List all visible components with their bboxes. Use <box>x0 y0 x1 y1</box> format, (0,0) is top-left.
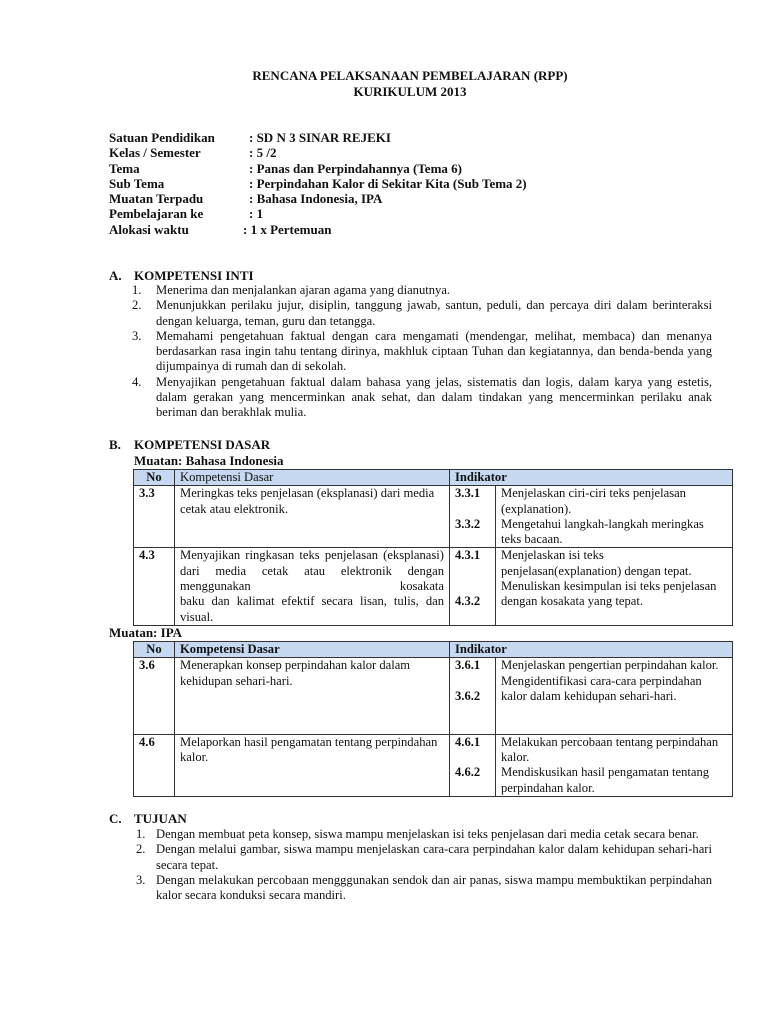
table-row <box>134 658 733 735</box>
identity-row <box>109 176 729 191</box>
identity-value: : 1 <box>249 206 264 222</box>
row-number: 4.3 <box>134 548 175 625</box>
row-number: 3.6 <box>134 658 175 735</box>
indicator-code: 4.6.2 <box>455 765 481 780</box>
table-row <box>134 486 733 548</box>
indicator-codes <box>450 548 496 625</box>
table-header-row <box>134 470 733 486</box>
identity-label: Alokasi waktu <box>109 221 189 237</box>
list-text: Menunjukkan perilaku jujur, disiplin, tanggung jawab, santun, peduli, dan percaya diri dalam berinteraksi dengan keluarga, teman, guru dan tetangga. <box>156 298 712 328</box>
indicator-code: 4.3.2 <box>455 593 481 608</box>
section-letter: C. <box>109 811 122 826</box>
column-header-no: No <box>134 470 175 486</box>
list-number: 2. <box>132 298 142 313</box>
list-item <box>132 375 712 421</box>
kompetensi-inti-list <box>132 283 712 421</box>
list-text: Memahami pengetahuan faktual dengan cara mengamati (mendengar, melihat, membaca) dan menanya berdasarkan rasa ingin tahu tentang dirinya, makhluk ciptaan Tuhan dan kegiatannya, dan benda-benda yang dijumpainya di rumah dan di sekolah. <box>156 328 712 374</box>
column-header-indikator: Indikator <box>450 470 733 486</box>
kd-table-ipa <box>133 641 733 797</box>
indicator-code: 4.6.1 <box>455 734 481 749</box>
kd-text-rest: baku dan kalimat efektif secara lisan, tulis, dan visual. <box>180 594 444 624</box>
indicator-codes <box>450 734 496 796</box>
list-item <box>136 842 712 873</box>
indicator-text: Melakukan percobaan tentang perpindahan kalor. <box>501 734 719 765</box>
indicator-codes <box>450 486 496 548</box>
kd-text <box>175 548 450 625</box>
identity-row <box>109 206 729 221</box>
section-title: KOMPETENSI DASAR <box>134 437 271 452</box>
document-subtitle: KURIKULUM 2013 <box>353 84 467 99</box>
list-item <box>132 298 712 329</box>
indicator-text: Menuliskan kesimpulan isi teks penjelasan dengan kosakata yang tepat. <box>501 579 717 609</box>
table-row <box>134 734 733 796</box>
section-title: KOMPETENSI INTI <box>134 268 254 283</box>
identity-row <box>109 145 729 160</box>
section-c-heading <box>109 811 187 826</box>
identity-value: : Perpindahan Kalor di Sekitar Kita (Sub Tema 2) <box>249 175 527 191</box>
indicator-texts <box>496 658 733 735</box>
kd-text: Meringkas teks penjelasan (eksplanasi) dari media cetak atau elektronik. <box>175 486 450 548</box>
row-number: 4.6 <box>134 734 175 796</box>
list-number: 3. <box>136 872 146 887</box>
identity-value: : 1 x Pertemuan <box>243 221 332 237</box>
section-letter: A. <box>109 268 122 283</box>
indicator-texts <box>496 486 733 548</box>
muatan-bahasa-label: Muatan: Bahasa Indonesia <box>134 453 284 468</box>
list-number: 2. <box>136 842 146 857</box>
indicator-code: 3.6.1 <box>455 658 481 673</box>
section-title: TUJUAN <box>134 811 187 826</box>
identity-row <box>109 191 729 206</box>
muatan-ipa-label: Muatan: IPA <box>109 625 183 640</box>
list-text: Dengan melalui gambar, siswa mampu menjelaskan cara-cara perpindahan kalor dalam kehidupan sehari-hari secara tepat. <box>156 842 712 872</box>
section-a-heading <box>109 268 254 283</box>
document-title: RENCANA PELAKSANAAN PEMBELAJARAN (RPP) <box>252 68 568 83</box>
indicator-text: Menjelaskan isi teks penjelasan(explanation) dengan tepat. <box>501 548 692 578</box>
identity-label: Muatan Terpadu <box>109 191 204 207</box>
indicator-code: 3.3.2 <box>455 516 481 531</box>
identity-value: : 5 /2 <box>249 145 277 161</box>
column-header-kd: Kompetensi Dasar <box>175 470 450 486</box>
identity-label: Sub Tema <box>109 175 165 191</box>
tujuan-list <box>136 827 712 903</box>
identity-label: Pembelajaran ke <box>109 206 204 222</box>
list-item <box>136 873 712 904</box>
list-text: Dengan melakukan percobaan mengggunakan sendok dan air panas, siswa mampu membuktikan perpindahan kalor secara konduksi secara mandiri. <box>156 872 712 903</box>
list-number: 1. <box>132 283 142 297</box>
list-item <box>132 283 712 298</box>
list-item <box>136 827 712 842</box>
list-item <box>132 329 712 375</box>
list-text: Menyajikan pengetahuan faktual dalam bahasa yang jelas, sistematis dan logis, dalam karya yang estetis, dalam gerakan yang mencerminkan anak sehat, dan dalam tindakan yang mencerminkan perilaku anak beriman dan berakhlak mulia. <box>156 374 712 420</box>
list-number: 1. <box>136 827 146 841</box>
indicator-text: Mengidentifikasi cara-cara perpindahan kalor dalam kehidupan sehari-hari. <box>501 673 702 703</box>
indicator-code: 4.3.1 <box>455 548 481 563</box>
identity-label: Tema <box>109 160 140 176</box>
row-number: 3.3 <box>134 486 175 548</box>
column-header-no: No <box>134 642 175 658</box>
kd-text: Melaporkan hasil pengamatan tentang perpindahan kalor. <box>175 734 450 796</box>
indicator-text: Mengetahui langkah-langkah meringkas teks bacaan. <box>501 516 704 547</box>
identity-block <box>109 130 729 237</box>
identity-value: : Bahasa Indonesia, IPA <box>249 191 383 207</box>
column-header-indikator: Indikator <box>450 642 733 658</box>
kd-text: Menerapkan konsep perpindahan kalor dalam kehidupan sehari-hari. <box>175 658 450 735</box>
table-header-row <box>134 642 733 658</box>
kd-text-main: Menyajikan ringkasan teks penjelasan (eksplanasi) dari media cetak atau elektronik dengan menggunakan kosakata <box>180 548 444 594</box>
identity-label: Satuan Pendidikan <box>109 130 215 145</box>
list-text: Dengan membuat peta konsep, siswa mampu menjelaskan isi teks penjelasan dari media cetak secara benar. <box>156 827 699 841</box>
identity-row <box>109 130 729 145</box>
kd-table-bahasa <box>133 469 733 626</box>
section-letter: B. <box>109 437 121 452</box>
section-b-heading <box>109 437 270 452</box>
list-text: Menerima dan menjalankan ajaran agama yang dianutnya. <box>156 283 451 297</box>
indicator-text: Mendiskusikan hasil pengamatan tentang perpindahan kalor. <box>501 765 710 795</box>
indicator-texts <box>496 548 733 625</box>
identity-value: : SD N 3 SINAR REJEKI <box>249 130 391 145</box>
indicator-codes <box>450 658 496 735</box>
identity-label: Kelas / Semester <box>109 145 201 161</box>
indicator-text: Menjelaskan pengertian perpindahan kalor. <box>501 658 719 673</box>
list-number: 4. <box>132 374 142 389</box>
indicator-text: Menjelaskan ciri-ciri teks penjelasan (explanation). <box>501 486 686 516</box>
identity-row <box>109 161 729 176</box>
table-row <box>134 548 733 625</box>
indicator-texts <box>496 734 733 796</box>
list-number: 3. <box>132 328 142 343</box>
column-header-kd: Kompetensi Dasar <box>175 642 450 658</box>
identity-row <box>109 222 729 237</box>
indicator-code: 3.6.2 <box>455 688 481 703</box>
identity-value: : Panas dan Perpindahannya (Tema 6) <box>249 160 462 176</box>
indicator-code: 3.3.1 <box>455 486 481 501</box>
